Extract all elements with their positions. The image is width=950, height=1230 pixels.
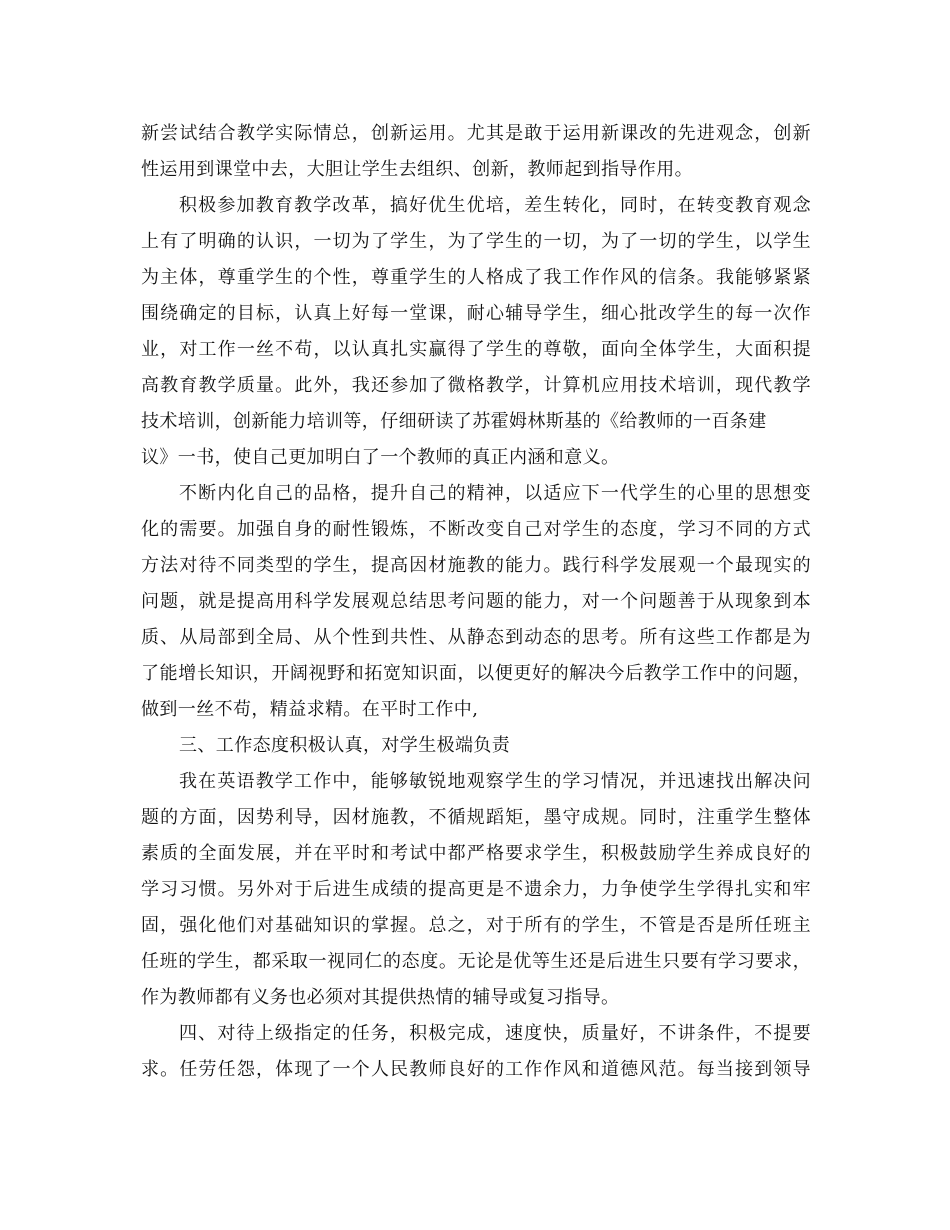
text-line: 问题，就是提高用科学发展观总结思考问题的能力，对一个问题善于从现象到本 [141,591,811,612]
text-line: 固，强化他们对基础知识的掌握。总之，对于所有的学生，不管是否是所任班主 [141,915,811,936]
text-line: 高教育教学质量。此外，我还参加了微格教学，计算机应用技术培训，现代教学 [141,375,811,396]
text-line: 了能增长知识，开阔视野和拓宽知识面，以便更好的解决今后教学工作中的问题， [141,663,811,684]
text-line: 我在英语教学工作中，能够敏锐地观察学生的学习情况，并迅速找出解决问 [179,771,811,792]
text-line: 新尝试结合教学实际情总，创新运用。尤其是敢于运用新课改的先进观念，创新 [141,123,811,144]
text-line: 议》一书，使自己更加明白了一个教师的真正内涵和意义。 [141,447,620,468]
text-line: 求。任劳任怨，体现了一个人民教师良好的工作作风和道德风范。每当接到领导 [141,1059,811,1080]
text-line: 化的需要。加强自身的耐性锻炼，不断改变自己对学生的态度，学习不同的方式 [141,519,811,540]
text-line: 素质的全面发展，并在平时和考试中都严格要求学生，积极鼓励学生养成良好的 [141,843,811,864]
text-line: 积极参加教育教学改革，搞好优生优培，差生转化，同时，在转变教育观念 [179,195,811,216]
text-line: 技术培训，创新能力培训等，仔细研读了苏霍姆林斯基的《给教师的一百条建 [141,411,767,432]
text-line: 四、对待上级指定的任务，积极完成，速度快，质量好，不讲条件，不提要 [179,1023,811,1044]
text-line: 不断内化自己的品格，提升自己的精神，以适应下一代学生的心里的思想变 [179,483,811,504]
text-line: 学习习惯。另外对于后进生成绩的提高更是不遗余力，力争使学生学得扎实和牢 [141,879,811,900]
document-body [141,116,811,1088]
text-line: 方法对待不同类型的学生，提高因材施教的能力。践行科学发展观一个最现实的 [141,555,811,576]
text-line: 题的方面，因势利导，因材施教，不循规蹈矩，墨守成规。同时，注重学生整体 [141,807,811,828]
text-line: 性运用到课堂中去，大胆让学生去组织、创新，教师起到指导作用。 [141,159,693,180]
text-line: 上有了明确的认识，一切为了学生，为了学生的一切，为了一切的学生，以学生 [141,231,811,252]
text-line: 业，对工作一丝不苟，以认真扎实赢得了学生的尊敬，面向全体学生，大面积提 [141,339,811,360]
text-line: 作为教师都有义务也必须对其提供热情的辅导或复习指导。 [141,987,620,1008]
text-line: 三、工作态度积极认真，对学生极端负责 [179,735,511,756]
text-line: 为主体，尊重学生的个性，尊重学生的人格成了我工作作风的信条。我能够紧紧 [141,267,811,288]
text-line: 围绕确定的目标，认真上好每一堂课，耐心辅导学生，细心批改学生的每一次作 [141,303,811,324]
text-line: 做到一丝不苟，精益求精。在平时工作中, [141,699,479,720]
text-line: 质、从局部到全局、从个性到共性、从静态到动态的思考。所有这些工作都是为 [141,627,811,648]
text-line: 任班的学生，都采取一视同仁的态度。无论是优等生还是后进生只要有学习要求， [141,951,811,972]
